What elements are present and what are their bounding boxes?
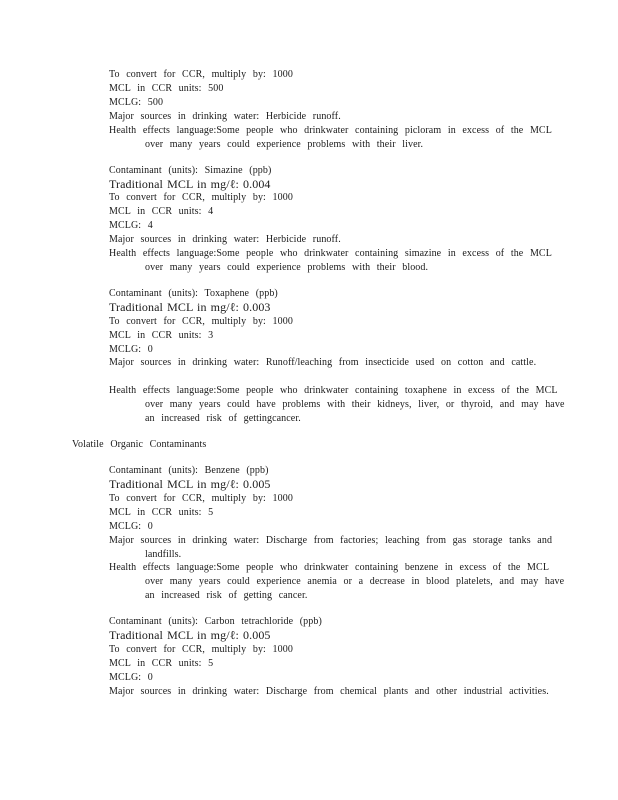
convert-factor: To convert for CCR, multiply by: 1000 (109, 316, 293, 327)
convert-factor: To convert for CCR, multiply by: 1000 (109, 493, 293, 504)
mcl-ccr-units: MCL in CCR units: 500 (109, 83, 224, 94)
mcl-ccr-units: MCL in CCR units: 4 (109, 206, 214, 217)
convert-factor: To convert for CCR, multiply by: 1000 (109, 192, 293, 203)
contaminant-name: Contaminant (units): Benzene (ppb) (109, 465, 269, 476)
convert-factor: To convert for CCR, multiply by: 1000 (109, 69, 293, 80)
major-sources: Major sources in drinking water: Discharge from factories; leaching from gas storage tanks and landfills. (109, 535, 553, 560)
mclg: MCLG: 4 (109, 220, 153, 231)
contaminant-name: Contaminant (units): Simazine (ppb) (109, 165, 272, 176)
traditional-mcl: Traditional MCL in mg/ℓ: 0.005 (109, 628, 271, 642)
health-effects: Health effects language:Some people who drinkwater containing picloram in excess of the MCL over many years could experience problems with their liver. (109, 125, 552, 150)
mclg: MCLG: 500 (109, 97, 164, 108)
convert-factor: To convert for CCR, multiply by: 1000 (109, 644, 293, 655)
major-sources: Major sources in drinking water: Discharge from chemical plants and other industrial activities. (109, 686, 549, 697)
mcl-ccr-units: MCL in CCR units: 5 (109, 507, 214, 518)
mcl-ccr-units: MCL in CCR units: 5 (109, 658, 214, 669)
mclg: MCLG: 0 (109, 344, 153, 355)
contaminant-name: Contaminant (units): Toxaphene (ppb) (109, 288, 278, 299)
health-effects: Health effects language:Some people who drinkwater containing toxaphene in excess of the MCL over many years could have problems with their kidneys, liver, or thyroid, and may have an increased risk of gettingcancer. (109, 385, 565, 424)
contaminant-name: Contaminant (units): Carbon tetrachloride (ppb) (109, 616, 322, 627)
traditional-mcl: Traditional MCL in mg/ℓ: 0.004 (109, 177, 271, 191)
health-effects: Health effects language:Some people who drinkwater containing benzene in excess of the MCL over many years could experience anemia or a decrease in blood platelets, and may have an increased risk of getting cancer. (109, 562, 565, 601)
traditional-mcl: Traditional MCL in mg/ℓ: 0.003 (109, 300, 271, 314)
major-sources: Major sources in drinking water: Herbicide runoff. (109, 234, 341, 245)
traditional-mcl: Traditional MCL in mg/ℓ: 0.005 (109, 477, 271, 491)
mclg: MCLG: 0 (109, 672, 153, 683)
major-sources: Major sources in drinking water: Herbicide runoff. (109, 111, 341, 122)
mclg: MCLG: 0 (109, 521, 153, 532)
health-effects: Health effects language:Some people who drinkwater containing simazine in excess of the MCL over many years could experience problems with their blood. (109, 248, 552, 273)
mcl-ccr-units: MCL in CCR units: 3 (109, 330, 214, 341)
section-heading: Volatile Organic Contaminants (72, 439, 207, 450)
major-sources: Major sources in drinking water: Runoff/leaching from insecticide used on cotton and cattle. (109, 357, 537, 368)
